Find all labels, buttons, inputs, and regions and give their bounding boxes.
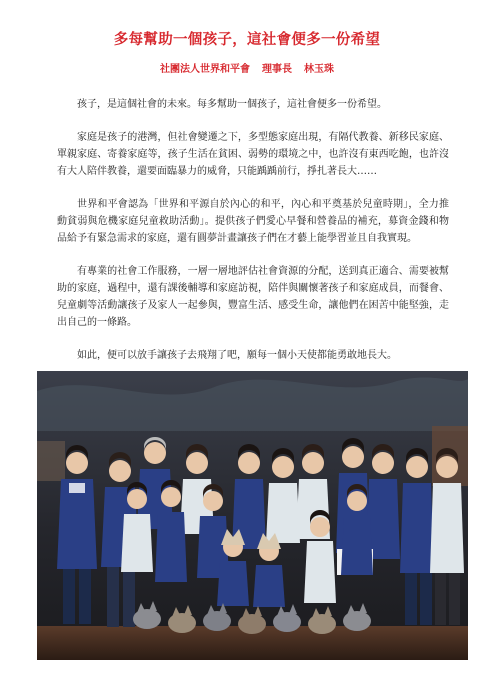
organization-name: 社團法人世界和平會: [160, 64, 250, 75]
paragraph: 世界和平會認為「世界和平源自於內心的和平，內心和平奠基於兒童時期」，全力推動貧弱與危機家庭兒童救助活動」。提供孩子們愛心早餐和營養品的補充，募資金錢和物品給予有緊急需求的家庭，還有圓夢計畫讓孩子們在才藝上能學習並且自我實現。: [57, 199, 449, 244]
article-title: 多每幫助一個孩子，這社會便多一份希望: [113, 32, 381, 48]
group-photo-illustration: [37, 371, 468, 660]
group-photo: [37, 371, 468, 660]
author-role: 理事長: [262, 64, 292, 75]
article-body: [57, 96, 449, 380]
paragraph: 家庭是孩子的港灣，但社會變遷之下，多型態家庭出現，有隔代教養、新移民家庭、單親家庭、寄養家庭等，孩子生活在貧困、弱勢的環境之中，也許沒有東西吃飽，也許沒有大人陪伴教養，還要面臨暴力的威脅，只能踽踽前行，掙扎著長大……: [57, 132, 449, 177]
paragraph: 有專業的社會工作服務，一層一層地評估社會資源的分配，送到真正適合、需要被幫助的家庭，過程中，還有課後輔導和家庭訪視，陪伴與關懷著孩子和家庭成員，而餐會、兒童劇等活動讓孩子及家人一起參與，豐富生活、感受生命，讓他們在困苦中能堅強，走出自己的一條路。: [57, 266, 449, 328]
paragraph: 孩子，是這個社會的未來。每多幫助一個孩子，這社會便多一份希望。: [77, 99, 387, 110]
author-byline: [0, 60, 494, 75]
stage-prop: [37, 441, 65, 481]
author-name: 林玉珠: [304, 64, 334, 75]
paragraph: 如此，便可以放手讓孩子去飛翔了吧，願每一個小天使都能勇敢地長大。: [77, 350, 397, 361]
